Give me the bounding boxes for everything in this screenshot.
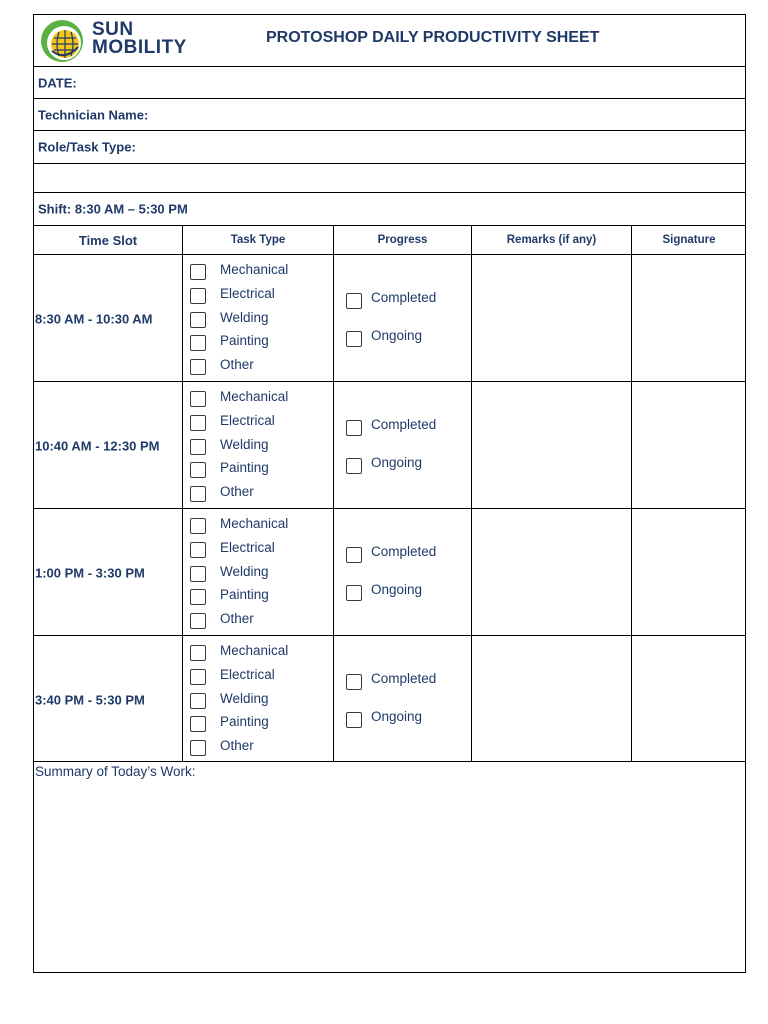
task-option-label: Welding — [220, 691, 269, 706]
checkbox[interactable] — [346, 674, 362, 690]
checkbox[interactable] — [190, 486, 206, 502]
task-option-label: Painting — [220, 714, 269, 729]
logo-line-1: SUN — [92, 19, 134, 40]
checkbox[interactable] — [346, 293, 362, 309]
progress-option-label: Completed — [371, 544, 437, 559]
logo-line-2: MOBILITY — [92, 37, 187, 58]
checkbox[interactable] — [190, 264, 206, 280]
logo-wordmark — [92, 21, 187, 57]
task-option-label: Painting — [220, 460, 269, 475]
progress-option-label: Ongoing — [371, 709, 423, 724]
shift-row — [34, 193, 745, 226]
col-header-progress: Progress — [377, 234, 428, 246]
progress-option-label: Completed — [371, 290, 437, 305]
task-option-label: Other — [220, 484, 254, 499]
date-row[interactable] — [34, 67, 745, 99]
progress-option-label: Completed — [371, 417, 437, 432]
signature-cell[interactable] — [632, 509, 746, 635]
table-row — [34, 636, 745, 763]
checkbox[interactable] — [346, 547, 362, 563]
task-option-label: Electrical — [220, 667, 275, 682]
time-slot-table — [34, 226, 745, 762]
checkbox[interactable] — [346, 712, 362, 728]
checkbox[interactable] — [190, 613, 206, 629]
signature-cell[interactable] — [632, 255, 746, 381]
productivity-sheet — [33, 14, 746, 973]
col-header-signature: Signature — [662, 234, 716, 246]
progress-option-label: Ongoing — [371, 328, 423, 343]
checkbox[interactable] — [190, 645, 206, 661]
time-slot-label: 10:40 AM - 12:30 PM — [35, 438, 160, 453]
checkbox[interactable] — [190, 589, 206, 605]
sun-mobility-logo — [38, 17, 198, 65]
checkbox[interactable] — [346, 458, 362, 474]
table-row — [34, 255, 745, 382]
task-option-label: Painting — [220, 587, 269, 602]
table-row — [34, 382, 745, 509]
sun-globe-icon — [38, 17, 90, 65]
checkbox[interactable] — [190, 542, 206, 558]
checkbox[interactable] — [190, 439, 206, 455]
checkbox[interactable] — [190, 693, 206, 709]
time-slot-label: 8:30 AM - 10:30 AM — [35, 311, 153, 326]
task-option-label: Electrical — [220, 413, 275, 428]
checkbox[interactable] — [190, 415, 206, 431]
sheet-header — [34, 15, 745, 67]
remarks-cell[interactable] — [472, 509, 631, 635]
checkbox[interactable] — [190, 518, 206, 534]
task-option-label: Electrical — [220, 540, 275, 555]
remarks-cell[interactable] — [472, 382, 631, 508]
col-header-remarks: Remarks (if any) — [506, 234, 597, 246]
task-option-label: Welding — [220, 437, 269, 452]
blank-row[interactable] — [34, 164, 745, 193]
task-option-label: Electrical — [220, 286, 275, 301]
checkbox[interactable] — [190, 716, 206, 732]
remarks-cell[interactable] — [472, 636, 631, 762]
checkbox[interactable] — [346, 331, 362, 347]
checkbox[interactable] — [190, 359, 206, 375]
technician-row[interactable] — [34, 99, 745, 131]
task-option-label: Other — [220, 357, 254, 372]
time-slot-label: 1:00 PM - 3:30 PM — [35, 565, 145, 580]
role-label: Role/Task Type: — [38, 139, 136, 155]
col-header-time-slot: Time Slot — [78, 232, 138, 248]
checkbox[interactable] — [190, 462, 206, 478]
task-option-label: Welding — [220, 310, 269, 325]
task-option-label: Other — [220, 738, 254, 753]
checkbox[interactable] — [190, 335, 206, 351]
checkbox[interactable] — [190, 391, 206, 407]
checkbox[interactable] — [190, 312, 206, 328]
remarks-cell[interactable] — [472, 255, 631, 381]
signature-cell[interactable] — [632, 636, 746, 762]
role-row[interactable] — [34, 131, 745, 164]
task-option-label: Mechanical — [220, 516, 289, 531]
time-slot-label: 3:40 PM - 5:30 PM — [35, 692, 145, 707]
summary-label: Summary of Today’s Work: — [35, 764, 196, 779]
task-option-label: Mechanical — [220, 389, 289, 404]
task-option-label: Mechanical — [220, 643, 289, 658]
progress-option-label: Ongoing — [371, 582, 423, 597]
shift-label: Shift: 8:30 AM – 5:30 PM — [38, 201, 188, 217]
task-option-label: Other — [220, 611, 254, 626]
page-title: PROTOSHOP DAILY PRODUCTIVITY SHEET — [266, 29, 600, 46]
checkbox[interactable] — [346, 420, 362, 436]
checkbox[interactable] — [346, 585, 362, 601]
table-row — [34, 509, 745, 636]
signature-cell[interactable] — [632, 382, 746, 508]
checkbox[interactable] — [190, 669, 206, 685]
task-option-label: Mechanical — [220, 262, 289, 277]
progress-option-label: Ongoing — [371, 455, 423, 470]
checkbox[interactable] — [190, 566, 206, 582]
checkbox[interactable] — [190, 288, 206, 304]
col-header-task-type: Task Type — [230, 234, 286, 246]
task-option-label: Painting — [220, 333, 269, 348]
progress-option-label: Completed — [371, 671, 437, 686]
checkbox[interactable] — [190, 740, 206, 756]
date-label: DATE: — [38, 75, 77, 90]
technician-label: Technician Name: — [38, 107, 149, 122]
task-option-label: Welding — [220, 564, 269, 579]
